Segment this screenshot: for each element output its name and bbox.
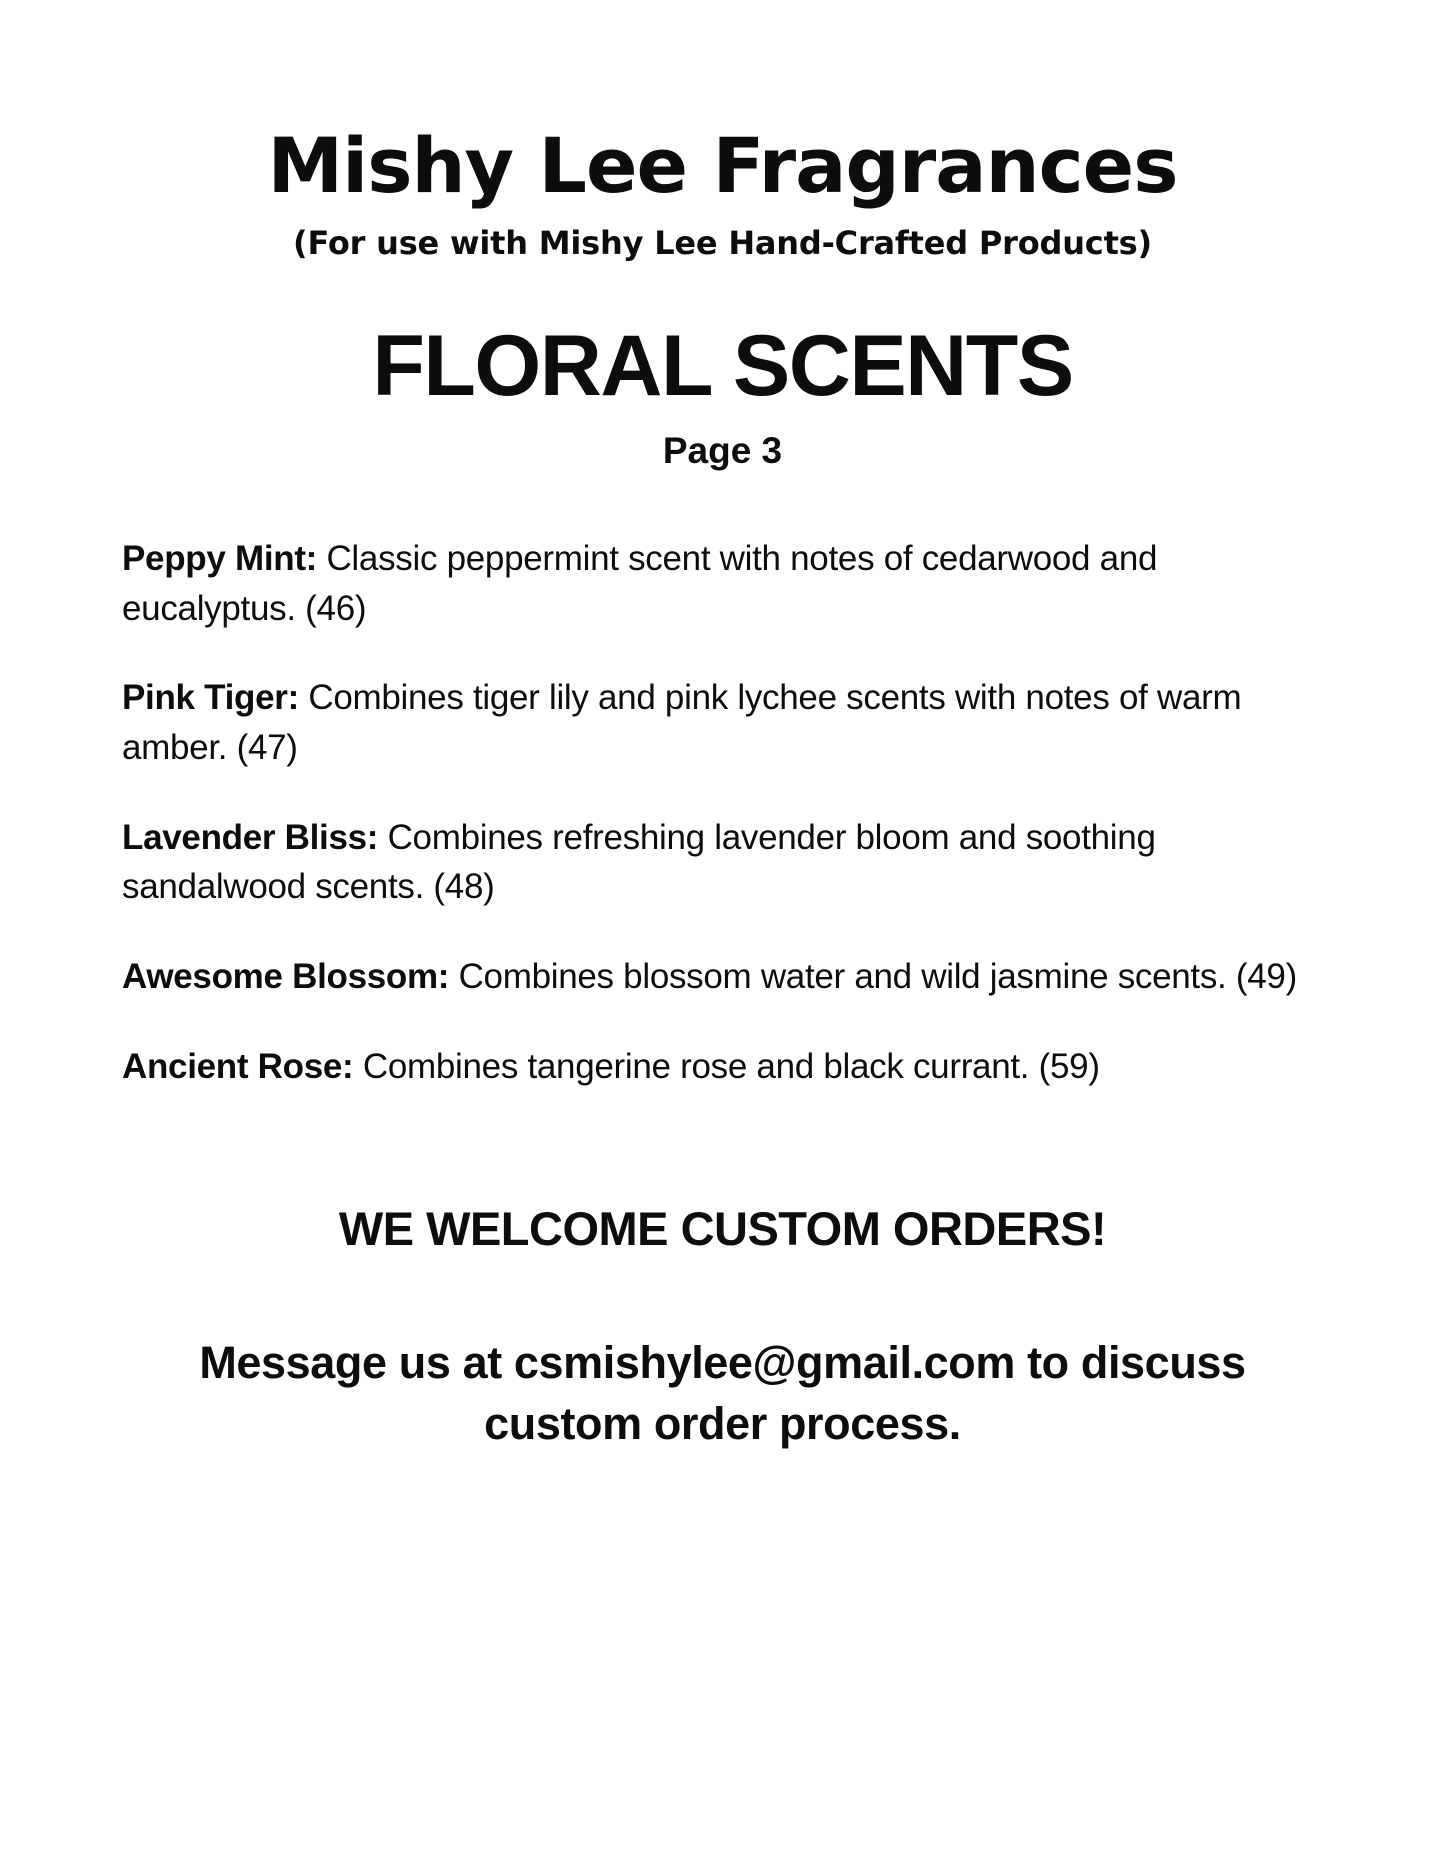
list-item xyxy=(122,673,1319,772)
section-title: FLORAL SCENTS xyxy=(372,318,1073,415)
fragrance-description: Combines tangerine rose and black currant. (59) xyxy=(353,1046,1100,1086)
list-item xyxy=(122,813,1319,912)
page-number: Page 3 xyxy=(662,430,783,472)
list-item xyxy=(122,952,1319,1002)
fragrance-description: Combines blossom water and wild jasmine scents. (49) xyxy=(449,957,1297,996)
fragrance-list xyxy=(118,534,1327,1092)
brand-subtitle: (For use with Mishy Lee Hand-Crafted Products) xyxy=(293,224,1152,262)
fragrance-name: Pink Tiger: xyxy=(122,678,299,718)
fragrance-description: Combines tiger lily and pink lychee scents with notes of warm amber. (47) xyxy=(122,678,1242,767)
custom-orders-callout: WE WELCOME CUSTOM ORDERS! xyxy=(338,1202,1107,1256)
contact-message: Message us at csmishylee@gmail.com to discuss custom order process. xyxy=(199,1337,1246,1449)
fragrance-name: Lavender Bliss: xyxy=(122,817,379,857)
fragrance-name: Peppy Mint: xyxy=(122,538,318,578)
fragrance-name: Awesome Blossom: xyxy=(122,957,450,996)
fragrance-description: Combines refreshing lavender bloom and soothing sandalwood scents. (48) xyxy=(122,817,1156,907)
fragrance-name: Ancient Rose: xyxy=(122,1046,354,1086)
fragrance-description: Classic peppermint scent with notes of cedarwood and eucalyptus. (46) xyxy=(122,538,1158,628)
brand-title: Mishy Lee Fragrances xyxy=(267,121,1178,210)
list-item xyxy=(122,1042,1319,1092)
list-item xyxy=(122,534,1319,633)
